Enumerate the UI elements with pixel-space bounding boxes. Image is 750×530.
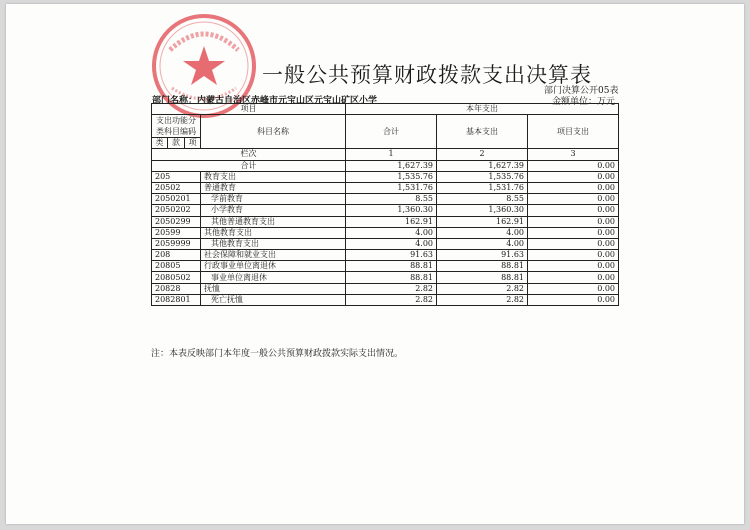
row-total: 1,535.76 — [346, 171, 437, 182]
table-row — [152, 171, 619, 182]
row-project: 0.00 — [528, 272, 619, 283]
department-name: 部门名称：内蒙古自治区赤峰市元宝山区元宝山矿区小学 — [152, 96, 378, 106]
footnote: 注：本表反映部门本年度一般公共预算财政拨款实际支出情况。 — [151, 349, 404, 359]
total-row — [152, 160, 619, 171]
row-code: 2080502 — [152, 272, 201, 283]
table-row — [152, 216, 619, 227]
row-total: 2.82 — [346, 294, 437, 305]
header-project: 项目 — [152, 104, 346, 115]
row-code: 2059999 — [152, 238, 201, 249]
row-basic: 88.81 — [437, 261, 528, 272]
header-total: 合计 — [346, 115, 437, 149]
row-project: 0.00 — [528, 283, 619, 294]
row-total: 4.00 — [346, 238, 437, 249]
table-row — [152, 182, 619, 193]
row-basic: 8.55 — [437, 194, 528, 205]
row-basic: 1,360.30 — [437, 205, 528, 216]
row-basic: 1,535.76 — [437, 171, 528, 182]
amount-unit: 金额单位：万元 — [552, 97, 616, 107]
row-basic: 88.81 — [437, 272, 528, 283]
table-row — [152, 272, 619, 283]
table-row — [152, 283, 619, 294]
total-label: 合计 — [152, 160, 346, 171]
table-row — [152, 250, 619, 261]
row-code: 2050202 — [152, 205, 201, 216]
table-row — [152, 227, 619, 238]
header-project-exp: 项目支出 — [528, 115, 619, 149]
row-project: 0.00 — [528, 205, 619, 216]
row-project: 0.00 — [528, 182, 619, 193]
row-subject-name: 死亡抚恤 — [201, 294, 346, 305]
header-section: 款 — [168, 138, 185, 149]
table-row — [152, 205, 619, 216]
row-total: 1,360.30 — [346, 205, 437, 216]
table-row — [152, 261, 619, 272]
row-code: 20502 — [152, 182, 201, 193]
total-basic: 1,627.39 — [437, 160, 528, 171]
row-project: 0.00 — [528, 294, 619, 305]
row-subject-name: 社会保障和就业支出 — [201, 250, 346, 261]
row-project: 0.00 — [528, 250, 619, 261]
page-title: 一般公共预算财政拨款支出决算表 — [262, 63, 592, 87]
row-basic: 91.63 — [437, 250, 528, 261]
row-label: 栏次 — [152, 149, 346, 160]
row-total: 162.91 — [346, 216, 437, 227]
row-total: 8.55 — [346, 194, 437, 205]
row-total: 88.81 — [346, 272, 437, 283]
row-code: 2050299 — [152, 216, 201, 227]
row-project: 0.00 — [528, 171, 619, 182]
row-total: 4.00 — [346, 227, 437, 238]
row-subject-name: 其他普通教育支出 — [201, 216, 346, 227]
row-total: 2.82 — [346, 283, 437, 294]
row-code: 205 — [152, 171, 201, 182]
total-project: 0.00 — [528, 160, 619, 171]
header-subject-name: 科目名称 — [201, 115, 346, 149]
row-subject-name: 抚恤 — [201, 283, 346, 294]
table-row — [152, 194, 619, 205]
col-number-2: 2 — [437, 149, 528, 160]
row-basic: 4.00 — [437, 238, 528, 249]
row-subject-name: 事业单位离退休 — [201, 272, 346, 283]
row-total: 1,531.76 — [346, 182, 437, 193]
row-subject-name: 教育支出 — [201, 171, 346, 182]
row-subject-name: 其他教育支出 — [201, 227, 346, 238]
header-basic: 基本支出 — [437, 115, 528, 149]
row-project: 0.00 — [528, 261, 619, 272]
row-code: 2050201 — [152, 194, 201, 205]
header-func-code: 支出功能分类科目编码 — [152, 115, 201, 138]
col-number-3: 3 — [528, 149, 619, 160]
row-basic: 1,531.76 — [437, 182, 528, 193]
form-code: 部门决算公开05表 — [544, 86, 619, 96]
row-total: 91.63 — [346, 250, 437, 261]
row-basic: 162.91 — [437, 216, 528, 227]
row-subject-name: 其他教育支出 — [201, 238, 346, 249]
document-page — [6, 4, 744, 524]
row-subject-name: 小学教育 — [201, 205, 346, 216]
row-code: 20805 — [152, 261, 201, 272]
row-basic: 2.82 — [437, 294, 528, 305]
row-project: 0.00 — [528, 216, 619, 227]
row-project: 0.00 — [528, 194, 619, 205]
row-subject-name: 普通教育 — [201, 182, 346, 193]
row-code: 208 — [152, 250, 201, 261]
row-project: 0.00 — [528, 238, 619, 249]
col-number-1: 1 — [346, 149, 437, 160]
row-code: 20599 — [152, 227, 201, 238]
table-row — [152, 294, 619, 305]
row-total: 88.81 — [346, 261, 437, 272]
table-row — [152, 238, 619, 249]
header-current-year: 本年支出 — [346, 104, 619, 115]
expenditure-table — [151, 103, 619, 306]
row-code: 20828 — [152, 283, 201, 294]
row-project: 0.00 — [528, 227, 619, 238]
row-basic: 2.82 — [437, 283, 528, 294]
header-kind: 类 — [152, 138, 168, 149]
header-item: 项 — [185, 138, 201, 149]
row-subject-name: 学前教育 — [201, 194, 346, 205]
row-basic: 4.00 — [437, 227, 528, 238]
total-amount: 1,627.39 — [346, 160, 437, 171]
row-subject-name: 行政事业单位离退休 — [201, 261, 346, 272]
row-code: 2082801 — [152, 294, 201, 305]
